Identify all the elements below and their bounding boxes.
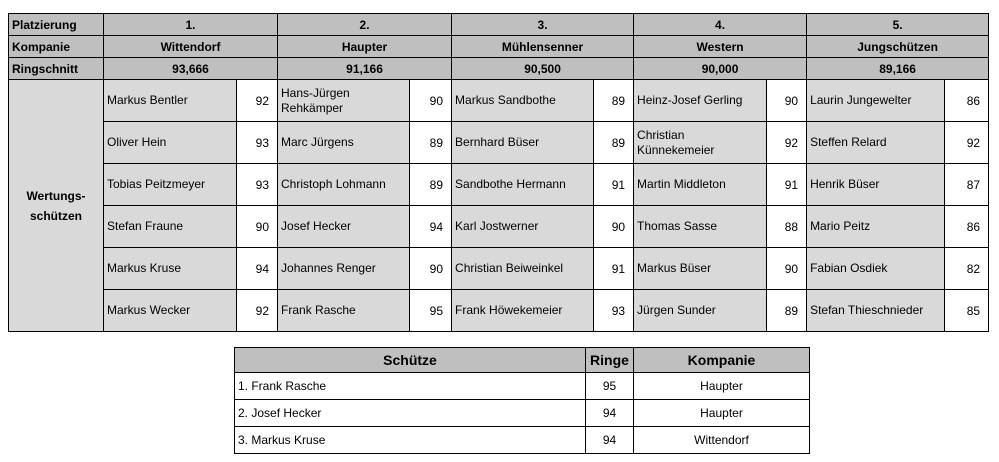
shooter-name: Markus Bentler — [104, 80, 237, 122]
ranking-table — [8, 13, 989, 332]
shooter-score: 90 — [237, 206, 278, 248]
company-label: Kompanie — [9, 36, 104, 58]
company-cell: Wittendorf — [104, 36, 278, 58]
top-shooter-row — [235, 427, 810, 454]
shooter-score: 91 — [594, 248, 634, 290]
shooter-name: Jürgen Sunder — [634, 290, 767, 332]
shooter-score: 94 — [410, 206, 452, 248]
shooter-name: Stefan Thieschnieder — [807, 290, 945, 332]
top-shooter-name: 2. Josef Hecker — [235, 400, 586, 427]
shooter-score: 87 — [945, 164, 989, 206]
shooters-label: Wertungs-schützen — [9, 80, 104, 332]
shooter-name: Christian Beiweinkel — [452, 248, 594, 290]
placement-cell: 5. — [807, 14, 989, 36]
shooter-score: 82 — [945, 248, 989, 290]
shooter-score: 90 — [767, 248, 807, 290]
top-shooter-company: Haupter — [634, 400, 810, 427]
top-shooter-company: Wittendorf — [634, 427, 810, 454]
shooter-score: 92 — [767, 122, 807, 164]
shooter-row — [9, 206, 989, 248]
average-cell: 89,166 — [807, 58, 989, 80]
shooter-name: Thomas Sasse — [634, 206, 767, 248]
company-cell: Jungschützen — [807, 36, 989, 58]
shooter-score: 92 — [237, 80, 278, 122]
placement-cell: 1. — [104, 14, 278, 36]
shooter-name: Stefan Fraune — [104, 206, 237, 248]
shooter-score: 90 — [767, 80, 807, 122]
shooter-score: 89 — [594, 122, 634, 164]
top-shooter-rings: 95 — [586, 373, 634, 400]
shooter-score: 90 — [410, 248, 452, 290]
shooter-score: 89 — [410, 122, 452, 164]
company-cell: Haupter — [278, 36, 452, 58]
top-shooter-rings: 94 — [586, 427, 634, 454]
placement-cell: 3. — [452, 14, 634, 36]
shooter-score: 88 — [767, 206, 807, 248]
shooter-header: Schütze — [235, 348, 586, 373]
average-cell: 90,500 — [452, 58, 634, 80]
top-header-row — [235, 348, 810, 373]
shooter-name: Markus Büser — [634, 248, 767, 290]
shooter-name: Heinz-Josef Gerling — [634, 80, 767, 122]
shooter-name: Hans-Jürgen Rehkämper — [278, 80, 410, 122]
top-shooter-row — [235, 400, 810, 427]
company-cell: Western — [634, 36, 807, 58]
shooter-score: 89 — [410, 164, 452, 206]
top-shooter-rings: 94 — [586, 400, 634, 427]
shooter-score: 94 — [237, 248, 278, 290]
shooter-name: Frank Höwekemeier — [452, 290, 594, 332]
shooter-score: 92 — [237, 290, 278, 332]
shooter-score: 89 — [767, 290, 807, 332]
shooter-name: Frank Rasche — [278, 290, 410, 332]
shooter-row — [9, 248, 989, 290]
shooter-name: Markus Sandbothe — [452, 80, 594, 122]
shooter-score: 86 — [945, 80, 989, 122]
rings-header: Ringe — [586, 348, 634, 373]
shooter-name: Mario Peitz — [807, 206, 945, 248]
placement-cell: 2. — [278, 14, 452, 36]
shooter-score: 93 — [594, 290, 634, 332]
top-shooters-table — [234, 347, 810, 454]
shooter-name: Markus Kruse — [104, 248, 237, 290]
shooter-name: Henrik Büser — [807, 164, 945, 206]
average-cell: 93,666 — [104, 58, 278, 80]
shooter-name: Oliver Hein — [104, 122, 237, 164]
shooter-row — [9, 290, 989, 332]
shooter-score: 93 — [237, 164, 278, 206]
shooter-name: Johannes Renger — [278, 248, 410, 290]
shooter-name: Josef Hecker — [278, 206, 410, 248]
shooter-name: Marc Jürgens — [278, 122, 410, 164]
average-label: Ringschnitt — [9, 58, 104, 80]
top-shooter-company: Haupter — [634, 373, 810, 400]
shooter-name: Sandbothe Hermann — [452, 164, 594, 206]
shooter-name: Christian Künnekemeier — [634, 122, 767, 164]
shooter-score: 85 — [945, 290, 989, 332]
placement-row — [9, 14, 989, 36]
shooter-score: 86 — [945, 206, 989, 248]
shooter-score: 93 — [237, 122, 278, 164]
shooter-name: Karl Jostwerner — [452, 206, 594, 248]
average-row — [9, 58, 989, 80]
shooter-name: Laurin Jungewelter — [807, 80, 945, 122]
shooter-name: Fabian Osdiek — [807, 248, 945, 290]
placement-cell: 4. — [634, 14, 807, 36]
placement-label: Platzierung — [9, 14, 104, 36]
shooter-row — [9, 80, 989, 122]
company-header: Kompanie — [634, 348, 810, 373]
top-shooter-name: 1. Frank Rasche — [235, 373, 586, 400]
shooter-name: Tobias Peitzmeyer — [104, 164, 237, 206]
shooter-name: Christoph Lohmann — [278, 164, 410, 206]
shooter-score: 91 — [767, 164, 807, 206]
average-cell: 91,166 — [278, 58, 452, 80]
shooter-score: 92 — [945, 122, 989, 164]
shooter-row — [9, 164, 989, 206]
company-cell: Mühlensenner — [452, 36, 634, 58]
shooter-score: 90 — [594, 206, 634, 248]
top-shooter-row — [235, 373, 810, 400]
shooter-score: 90 — [410, 80, 452, 122]
shooter-name: Martin Middleton — [634, 164, 767, 206]
shooter-score: 89 — [594, 80, 634, 122]
company-row — [9, 36, 989, 58]
shooter-name: Bernhard Büser — [452, 122, 594, 164]
shooter-score: 91 — [594, 164, 634, 206]
shooter-score: 95 — [410, 290, 452, 332]
shooter-name: Steffen Relard — [807, 122, 945, 164]
shooter-name: Markus Wecker — [104, 290, 237, 332]
shooter-row — [9, 122, 989, 164]
top-shooter-name: 3. Markus Kruse — [235, 427, 586, 454]
average-cell: 90,000 — [634, 58, 807, 80]
